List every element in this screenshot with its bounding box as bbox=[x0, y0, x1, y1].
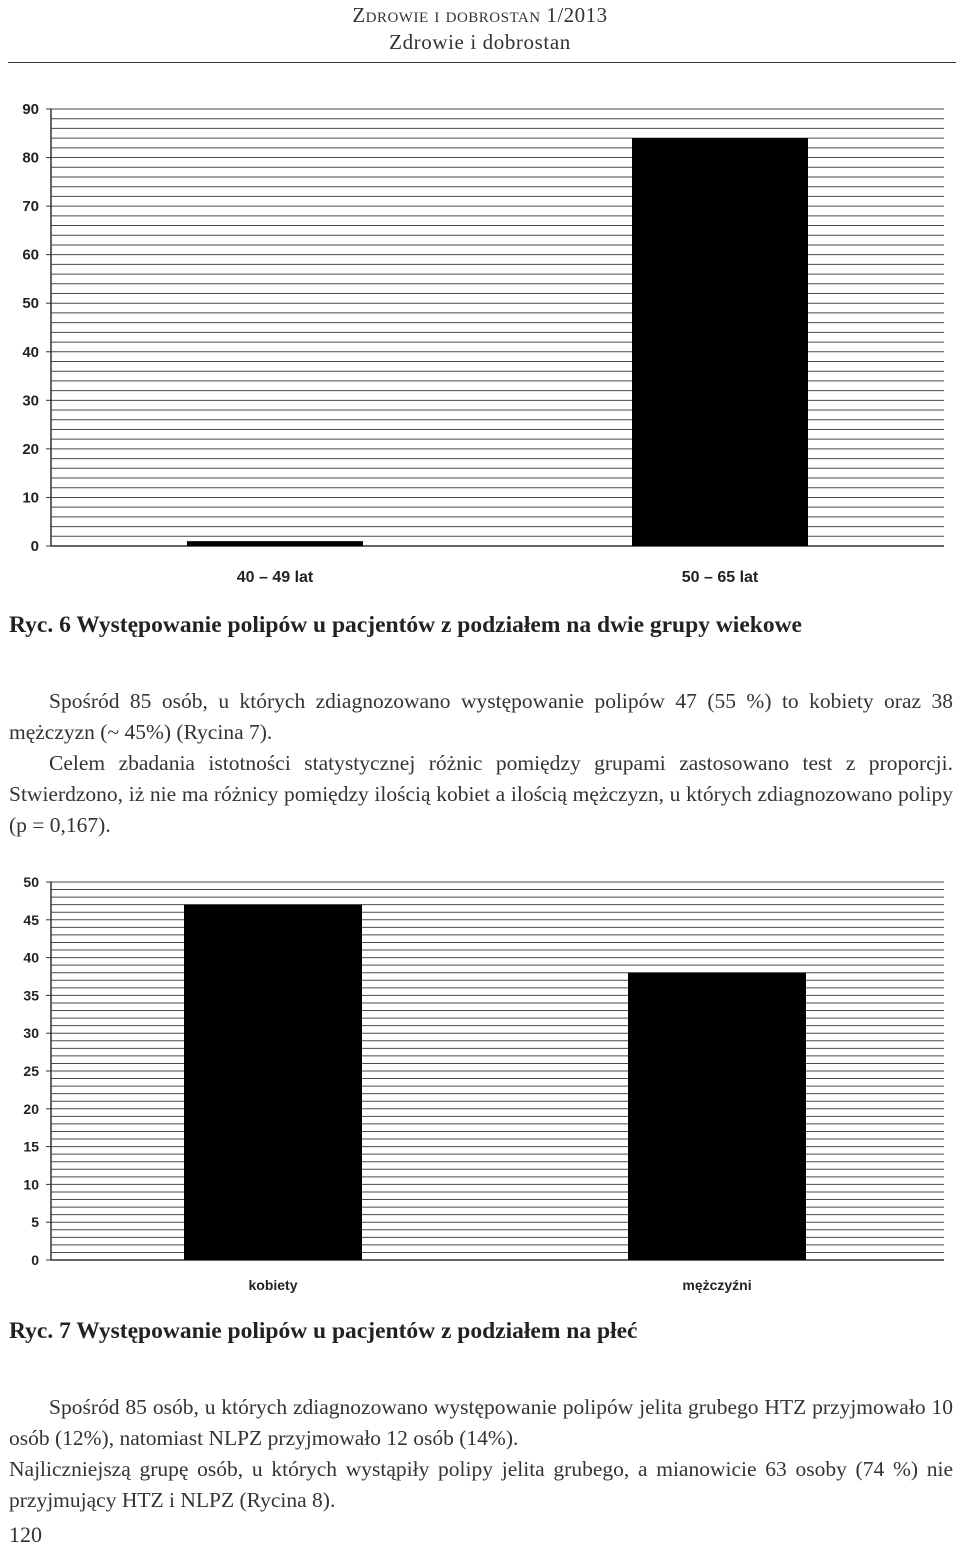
journal-header-title: Zdrowie i dobrostan bbox=[389, 30, 571, 54]
y-tick-label: 50 bbox=[22, 295, 39, 313]
figure-6-caption: Ryc. 6 Występowanie polipów u pacjentów z podziałem na dwie grupy wiekowe bbox=[9, 612, 802, 638]
bar-2 bbox=[632, 138, 808, 546]
y-tick-label: 45 bbox=[23, 911, 39, 928]
y-tick-label: 30 bbox=[22, 392, 39, 410]
y-tick-label: 50 bbox=[23, 874, 39, 890]
x-category-label: 40 – 49 lat bbox=[236, 569, 314, 586]
y-tick-label: 10 bbox=[22, 489, 39, 507]
age-group-bar-chart bbox=[0, 90, 960, 590]
y-tick-label: 25 bbox=[23, 1063, 39, 1079]
paragraph-2-sentence-1: Spośród 85 osób, u których zdiagnozowano występowanie polipów jelita grubego HTZ przyjmowało 10 osób (12%), natomiast NLPZ przyjmowało 12 osób (14%). bbox=[9, 1395, 953, 1450]
bar-1 bbox=[187, 541, 363, 546]
journal-header-issue: Zdrowie i dobrostan 1/2013 bbox=[352, 3, 608, 27]
paragraph-1 bbox=[9, 686, 953, 841]
bar-2 bbox=[628, 973, 806, 1260]
page-header bbox=[0, 0, 960, 56]
y-tick-label: 15 bbox=[23, 1138, 39, 1155]
y-tick-label: 5 bbox=[31, 1214, 39, 1231]
paragraph-2-sentence-2: Najliczniejszą grupę osób, u których wystąpiły polipy jelita grubego, a mianowicie 63 osoby (74 %) nie przyjmujący HTZ i NLPZ (Rycina 8). bbox=[9, 1457, 953, 1512]
paragraph-2 bbox=[9, 1392, 953, 1516]
bar-1 bbox=[184, 905, 362, 1260]
x-category-label: mężczyźni bbox=[682, 1277, 752, 1293]
y-tick-label: 90 bbox=[22, 101, 39, 118]
paragraph-1-sentence-1: Spośród 85 osób, u których zdiagnozowano występowanie polipów 47 (55 %) to kobiety oraz 38 mężczyzn (~ 45%) (Rycina 7). bbox=[9, 689, 953, 744]
y-tick-label: 35 bbox=[23, 987, 39, 1004]
page-number: 120 bbox=[9, 1522, 42, 1547]
y-tick-label: 80 bbox=[22, 149, 39, 167]
y-tick-label: 0 bbox=[30, 538, 39, 555]
sex-bar-chart bbox=[0, 868, 960, 1298]
y-tick-label: 40 bbox=[23, 949, 39, 966]
y-tick-label: 30 bbox=[23, 1025, 39, 1042]
y-tick-label: 70 bbox=[22, 198, 39, 216]
y-tick-label: 20 bbox=[22, 440, 39, 458]
gridlines bbox=[51, 109, 944, 546]
y-tick-label: 60 bbox=[22, 246, 39, 264]
figure-7-caption: Ryc. 7 Występowanie polipów u pacjentów z podziałem na płeć bbox=[9, 1318, 638, 1344]
header-rule bbox=[8, 62, 956, 63]
y-tick-label: 10 bbox=[23, 1176, 39, 1193]
paragraph-1-sentence-2: Celem zbadania istotności statystycznej różnic pomiędzy grupami zastosowano test z proporcji. Stwierdzono, iż nie ma różnicy pomiędzy ilością kobiet a ilością mężczyzn, u których zdiagnozowano polipy (p = 0,167). bbox=[9, 751, 953, 837]
y-tick-label: 20 bbox=[23, 1100, 39, 1117]
y-tick-label: 0 bbox=[31, 1252, 39, 1268]
x-category-label: kobiety bbox=[248, 1277, 298, 1293]
x-category-label: 50 – 65 lat bbox=[681, 569, 759, 586]
y-tick-label: 40 bbox=[22, 343, 39, 361]
